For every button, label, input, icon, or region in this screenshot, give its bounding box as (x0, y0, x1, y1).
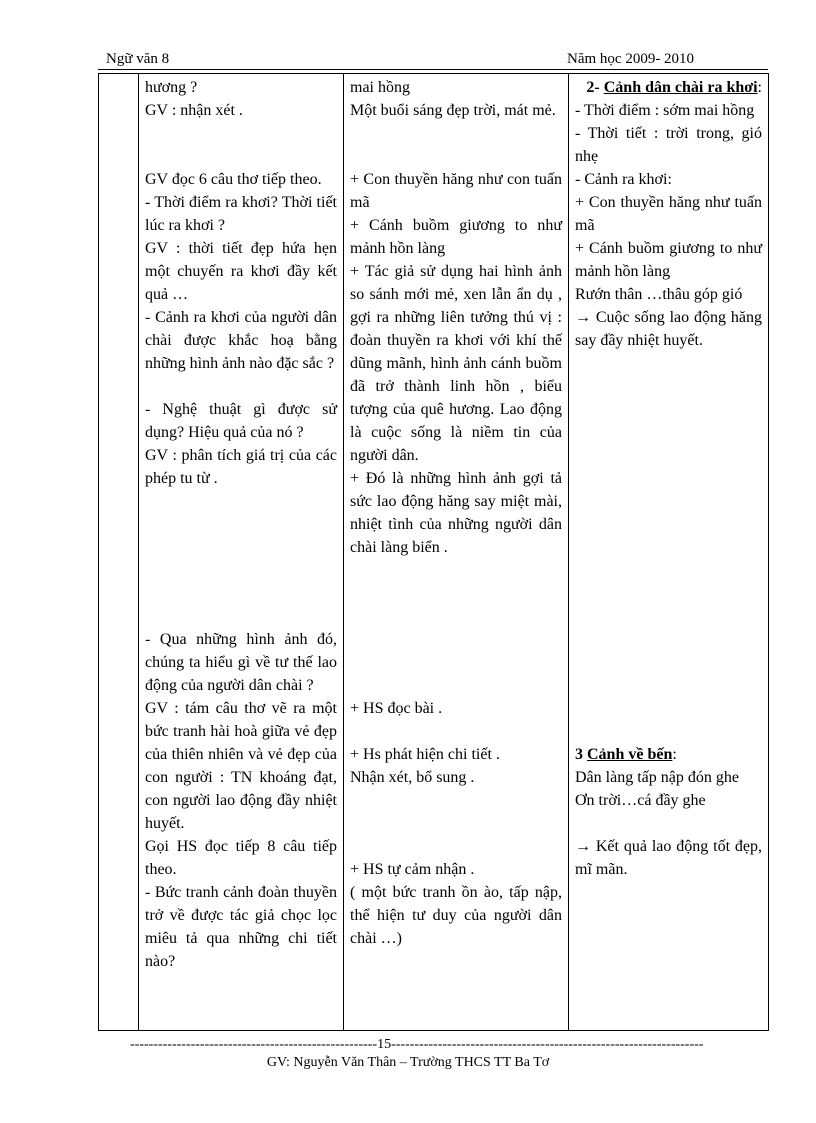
section-3 (575, 743, 762, 881)
list-item (350, 122, 562, 145)
list-item: → Cuộc sống lao động hăng say đầy nhiệt huyết. (575, 309, 762, 349)
list-item: + Cánh buồm giương to như mảnh hồn làng (575, 240, 762, 280)
list-item: - Bức tranh cảnh đoàn thuyền trở về được tác giả chọc lọc miêu tả qua những chi tiết nào? (145, 884, 337, 970)
list-item: GV : phân tích giá trị của các phép tu từ . (145, 447, 337, 487)
list-item: hương ? (145, 79, 198, 96)
list-item: Gọi HS đọc tiếp 8 câu tiếp theo. (145, 838, 337, 878)
list-item: → Kết quả lao động tốt đẹp, mĩ mãn. (575, 838, 762, 878)
section-3-prefix: 3 (575, 746, 583, 763)
list-item: + Đó là những hình ảnh gợi tả sức lao động hăng say miệt mài, nhiệt tình của những người dân chài làng biển . (350, 470, 562, 556)
list-item (350, 720, 562, 743)
footer-page-line: -----------------------------------------------------15------------------------------------------------------------------- (130, 1037, 704, 1052)
list-item: - Cảnh ra khơi của người dân chài được khắc hoạ bằng những hình ảnh nào đặc sắc ? (145, 309, 337, 372)
lesson-table (98, 73, 769, 1031)
list-item (145, 490, 337, 513)
list-item: ( một bức tranh ồn ào, tấp nập, thể hiện tư duy của người dân chài …) (350, 884, 562, 947)
student-activity-column (344, 74, 569, 1031)
list-item: GV : thời tiết đẹp hứa hẹn một chuyến ra khơi đầy kết quả … (145, 240, 337, 303)
list-item: + Con thuyền hăng như con tuấn mã (350, 171, 562, 211)
table-row (99, 74, 769, 1031)
list-item: GV đọc 6 câu thơ tiếp theo. (145, 171, 322, 188)
list-item: - Cảnh ra khơi: (575, 171, 672, 188)
list-item: Ơn trời…cá đầy ghe (575, 792, 706, 809)
footer-credit: GV: Nguyễn Văn Thân – Trường THCS TT Ba Tơ (266, 1055, 550, 1070)
header-school-year: Năm học 2009- 2010 (567, 51, 695, 67)
margin-column (99, 74, 139, 1031)
list-item: + HS đọc bài . (350, 700, 443, 717)
list-item: + Hs phát hiện chi tiết . (350, 746, 500, 763)
list-item (350, 628, 562, 651)
teacher-activity-list (145, 76, 337, 973)
section-2 (575, 76, 762, 352)
list-item: + HS tự cảm nhận . (350, 861, 475, 878)
list-item (145, 605, 337, 628)
list-item (350, 789, 562, 812)
teacher-activity-column (139, 74, 344, 1031)
list-item (145, 536, 337, 559)
list-item (145, 513, 337, 536)
list-item: + Tác giả sử dụng hai hình ảnh so sánh mới mẻ, xen lẫn ẩn dụ , gợi ra những liên tưởng thú vị : đoàn thuyền ra khơi với khí thế dũng mãnh, hình ảnh cánh buồm đã trở thành linh hồn , biểu tượng của quê hương. Lao động là cuộc sống là niềm tin của người dân. (350, 263, 562, 464)
header-subject: Ngữ văn 8 (106, 51, 170, 67)
list-item: + Con thuyền hăng như tuấn mã (575, 194, 762, 234)
list-item (350, 145, 562, 168)
section-3-heading (575, 743, 762, 766)
section-3-list (575, 766, 762, 881)
list-item: Một buổi sáng đẹp trời, mát mẻ. (350, 102, 556, 119)
list-item: Nhận xét, bổ sung . (350, 769, 475, 786)
list-item: mai hồng (350, 79, 410, 96)
section-2-title: Cảnh dân chài ra khơi (603, 79, 758, 96)
list-item (350, 582, 562, 605)
list-item (350, 674, 562, 697)
header-divider (98, 69, 768, 70)
list-item (145, 582, 337, 605)
list-item (350, 559, 562, 582)
student-activity-list (350, 76, 562, 950)
list-item (145, 145, 337, 168)
list-item: - Thời điểm ra khơi? Thời tiết lúc ra khơi ? (145, 194, 337, 234)
list-item (350, 812, 562, 835)
list-item (145, 375, 337, 398)
section-3-title: Cảnh về bến (587, 746, 673, 763)
list-item: GV : tám câu thơ vẽ ra một bức tranh hài hoà giữa vẻ đẹp của thiên nhiên và vẻ đẹp của con người : TN khoáng đạt, con người lao động đầy nhiệt huyết. (145, 700, 337, 832)
section-2-heading (575, 76, 762, 99)
section-3-suffix: : (672, 746, 677, 763)
list-item: - Qua những hình ảnh đó, chúng ta hiểu gì về tư thế lao động của người dân chài ? (145, 631, 337, 694)
section-2-suffix: : (757, 79, 762, 96)
page-number: 15 (377, 1037, 392, 1052)
list-item (145, 122, 337, 145)
spacer (575, 352, 762, 743)
list-item (350, 651, 562, 674)
list-item (145, 559, 337, 582)
section-2-prefix: 2- (586, 79, 600, 96)
list-item: GV : nhận xét . (145, 102, 243, 119)
section-2-list (575, 99, 762, 352)
content-column (569, 74, 769, 1031)
list-item: - Thời điểm : sớm mai hồng (575, 102, 755, 119)
list-item: Rướn thân …thâu góp gió (575, 286, 743, 303)
list-item (350, 605, 562, 628)
list-item: + Cánh buồm giương to như mảnh hồn làng (350, 217, 562, 257)
list-item (350, 835, 562, 858)
list-item (575, 812, 762, 835)
list-item: Dân làng tấp nập đón ghe (575, 769, 739, 786)
list-item: - Nghệ thuật gì được sử dụng? Hiệu quả của nó ? (145, 401, 337, 441)
list-item: - Thời tiết : trời trong, gió nhẹ (575, 125, 762, 165)
